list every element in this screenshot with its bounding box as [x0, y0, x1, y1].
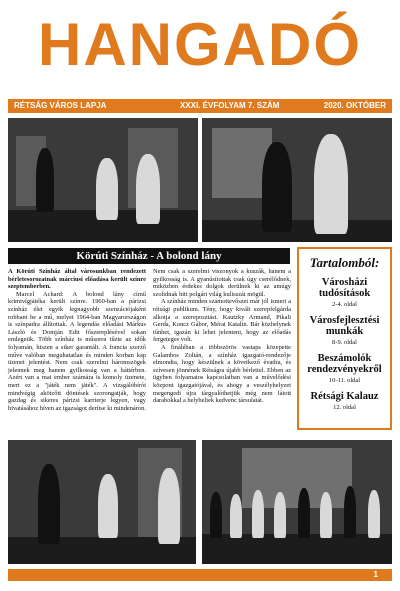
issue-info-bar [8, 99, 392, 113]
toc-item [299, 353, 390, 384]
publication-name: RÉTSÁG VÁROS LAPJA [14, 101, 107, 110]
toc-item-title: Városfejlesztési munkák [309, 315, 380, 337]
toc-item [299, 277, 390, 308]
article-column-2 [153, 268, 291, 405]
article-paragraph: A színház minden számottevőszet már jól ismeri a rétsági publikum. Tény, hogy kivált szerepfelgárda alkotja a szereposztást. Kautzky Armand, Pikali Gerda, Koncz Gábor, Mérai Katalin. Bár közhelynek tűnhet, igazán ki lehet jelenteni, hogy az előadás fergeteges volt. [153, 298, 291, 344]
table-of-contents [297, 247, 392, 430]
page-number: 1 [373, 570, 378, 579]
article-paragraph: Nem csak a szerelmi viszonyok a kuszák, hanem a gyilkosság is. A gyanúsítottak csak úgy cserélődnek, miközben érdekes dolgok derülnek ki az amúgy szolidnak hitt polgári világ kulisszái mögül. [153, 268, 291, 298]
photo-actresses [202, 118, 392, 242]
toc-item-pages: 8-9. oldal [332, 339, 357, 346]
article-paragraph: A fináléban a többszörös vastaps közepette Galambos Zoltán, a színház igazgató-rendezője elmondta, hogy készülnek a következő évadra, és szívesen jönnének Rétságra újabb bérlettel. Ebben az ügyben folyamatos kapcsolatban van a művelődési központ igazgatójával, és ahogy a veszélyhelyzet megengedi újra tárgyalóthetjük még nem látott darabokkal a helybeliek kedvenc társulatát. [153, 343, 291, 405]
article-column-1 [8, 268, 146, 412]
photo-curtain-call [202, 440, 392, 564]
photo-stage-scene-1 [8, 118, 198, 242]
article-title: Körúti Színház - A bolond lány [8, 248, 290, 264]
toc-item-pages: 10-11. oldal [328, 377, 361, 384]
issue-date: 2020. OKTÓBER [323, 101, 386, 110]
article-paragraph: Marcel Achard: A bolond lány című krimivígjátéka került színre. 1960-ban a párizsi színház élet egyik legnagyobb szenzációjaként robbant be a mű, melyet 1964-ban Magyarországon is színpadra állítottak. A legendás előadást Márkus László és Domján Edit főszereplésével sokan emlegetik. Több színház is műsorra tűzte az idők folyamán, hiszen a siker garantált. A francia szerző műve valóban meguhatatlan és minden korban kap üzenet jelentést. Nem csak szerelmi háromszögek jelennek meg hanem gyilkosság van a háttérben. Azért van a mai ember számára is komoly üzenete, mert ez a "játék nem játék". A vizsgálóbírót mindvégig akötzőtt döntések szorongatják, hogy gazdag és sikeres párizsi karrierje legyen, vagy hivatásához híven az igazságot derítse ki mindenáron. [8, 290, 146, 412]
toc-item [299, 391, 390, 411]
page-footer [8, 569, 392, 581]
toc-item-title: Városházi tudósítások [318, 277, 371, 299]
masthead-title: HANGADÓ [38, 11, 362, 78]
toc-item-title: Beszámolók rendezvényekről [307, 353, 382, 375]
article-lead: A Körúti Színház által városunkban rendezett bérletesorozatnak márciusi előadása került színre szeptemberben. [8, 268, 146, 291]
toc-item [299, 315, 390, 346]
toc-item-pages: 2-4. oldal [332, 301, 357, 308]
toc-item-pages: 12. oldal [333, 404, 356, 411]
photo-stage-scene-2 [8, 440, 196, 564]
toc-heading: Tartalomból: [309, 255, 380, 270]
toc-item-title: Rétsági Kalauz [310, 391, 379, 402]
volume-issue: XXXI. ÉVFOLYAM 7. SZÁM [180, 101, 280, 110]
